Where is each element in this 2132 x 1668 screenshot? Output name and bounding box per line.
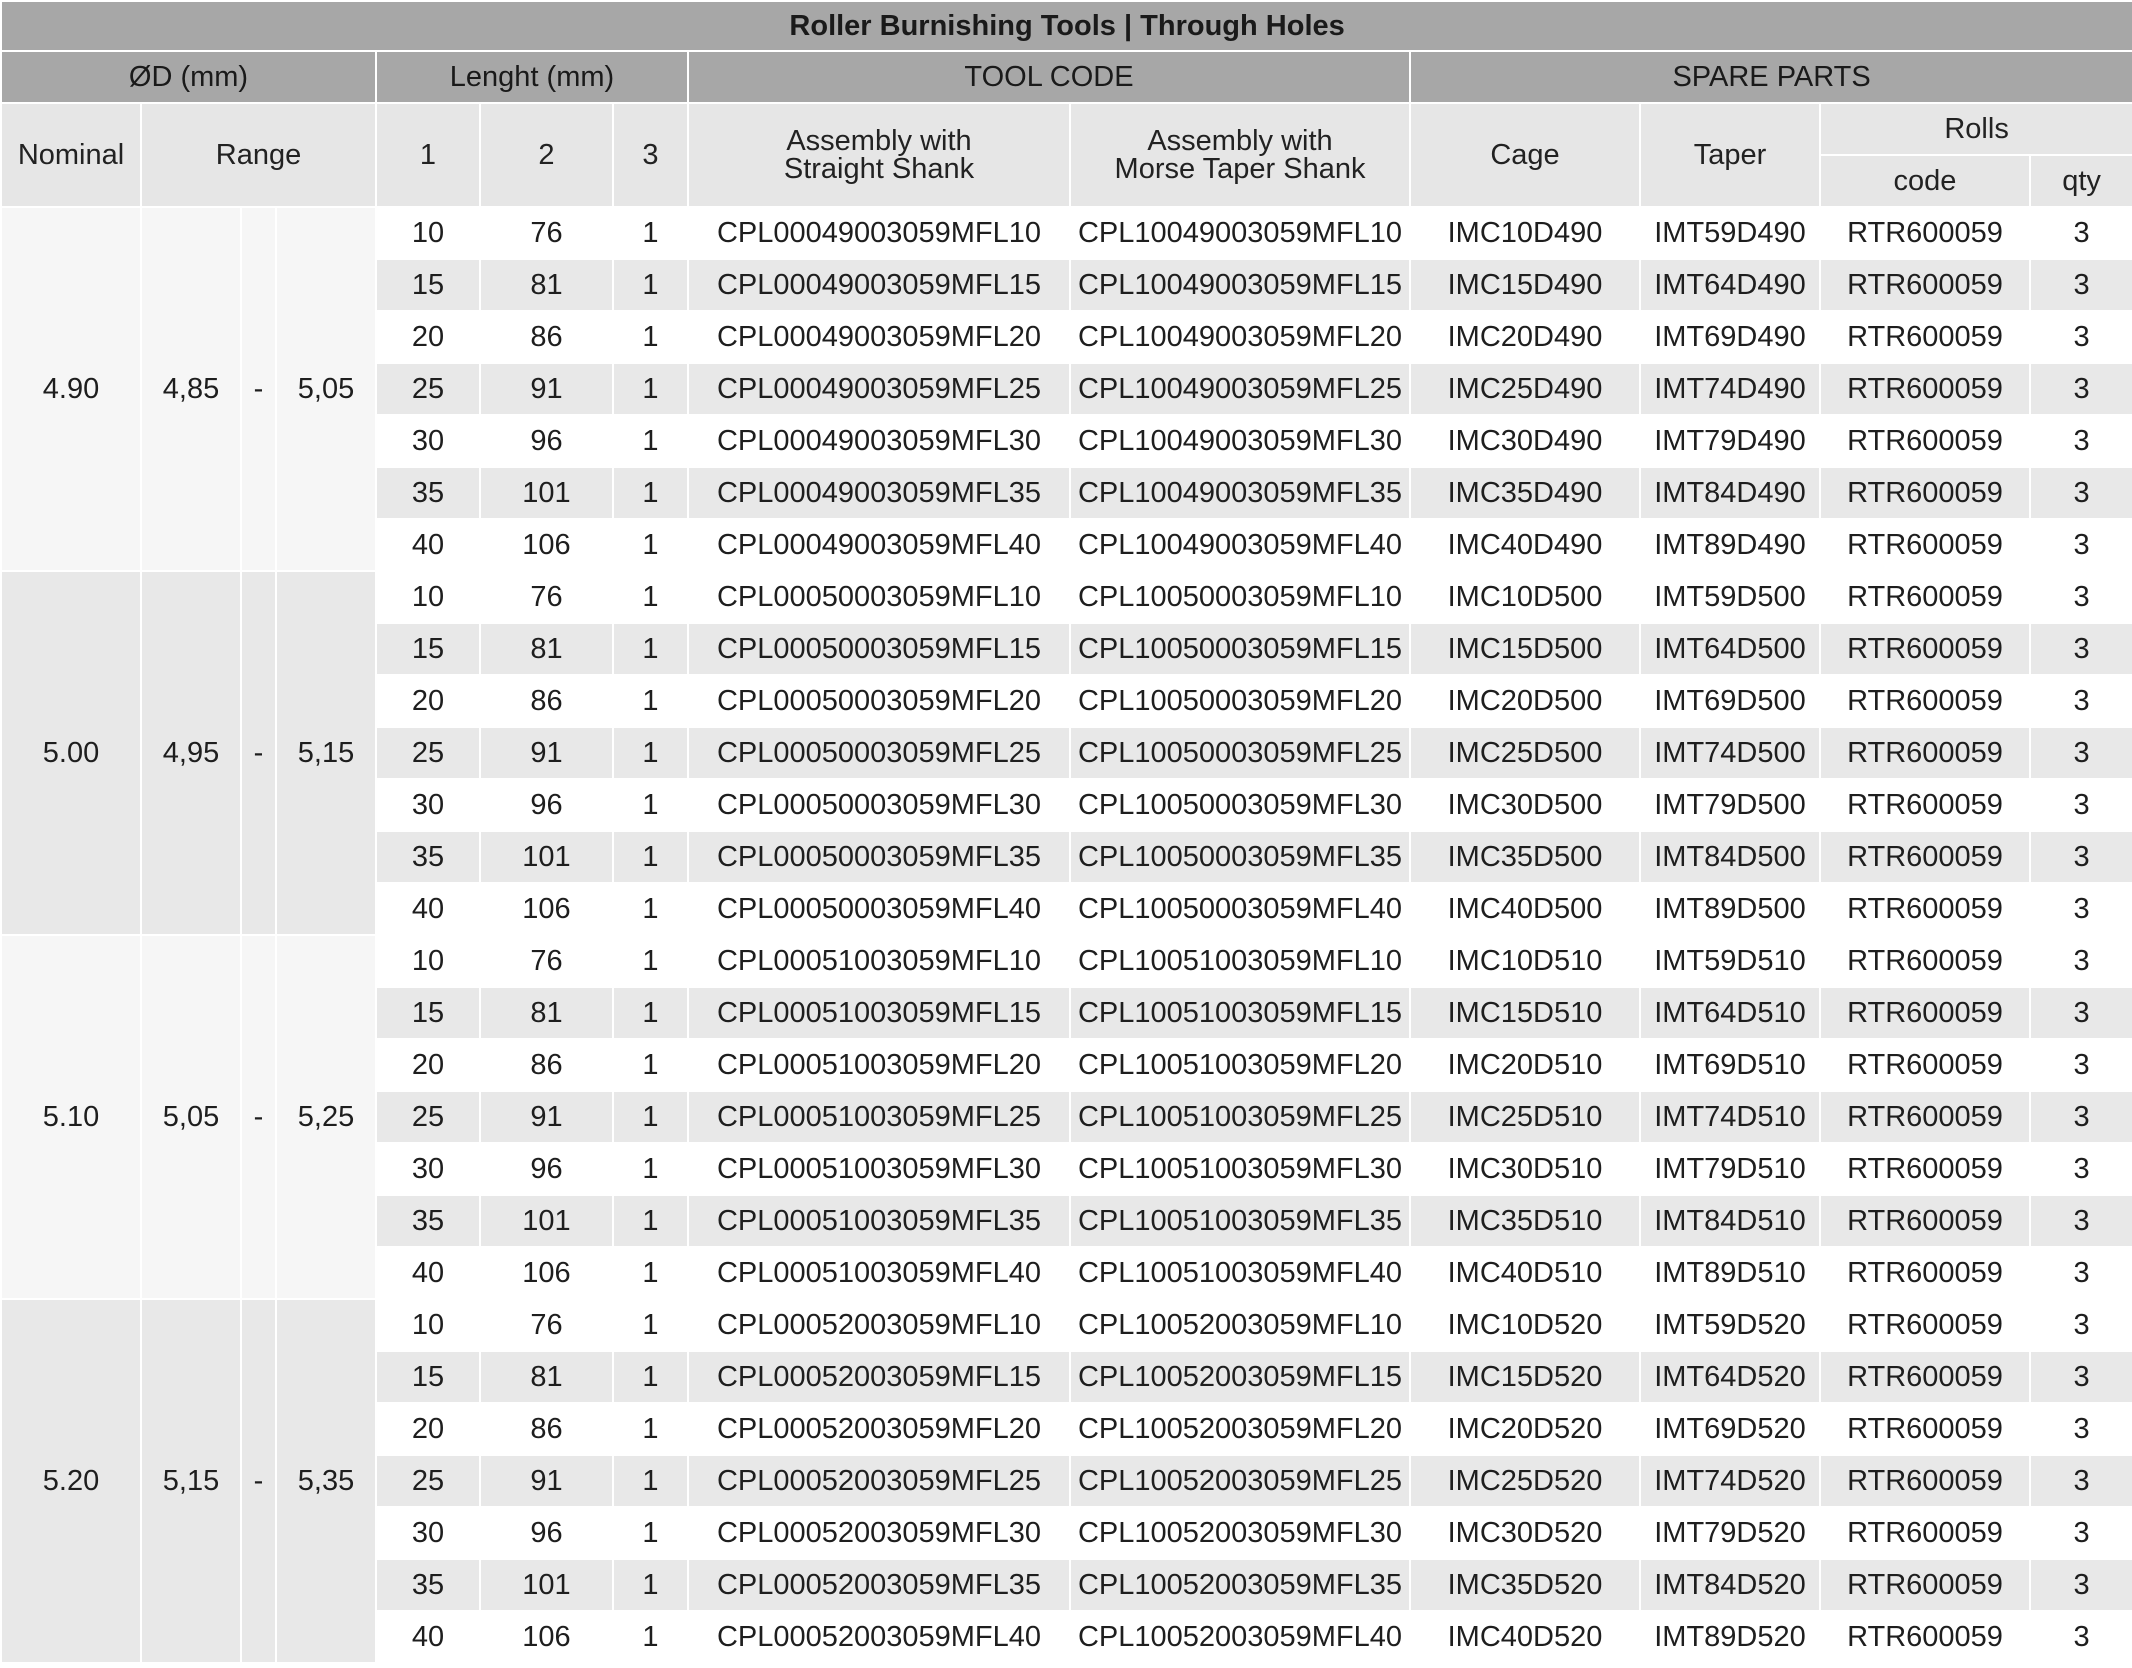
diameter-header: ØD (mm): [1, 51, 376, 103]
cage-code-cell: IMC20D520: [1410, 1403, 1640, 1455]
range-separator-cell: -: [241, 1299, 276, 1663]
cage-code-cell: IMC20D510: [1410, 1039, 1640, 1091]
cage-code-cell: IMC35D490: [1410, 467, 1640, 519]
length-3-header: 3: [613, 103, 688, 207]
taper-code-cell: IMT59D490: [1640, 207, 1820, 259]
straight-shank-header: [688, 103, 1070, 207]
straight-shank-code-cell: CPL00050003059MFL15: [688, 623, 1070, 675]
roll-qty-cell: 3: [2030, 519, 2132, 571]
roll-code-cell: RTR600059: [1820, 1143, 2030, 1195]
straight-shank-code-cell: CPL00050003059MFL25: [688, 727, 1070, 779]
morse-taper-code-cell: CPL10052003059MFL20: [1070, 1403, 1410, 1455]
length-1-cell: 35: [376, 1195, 480, 1247]
taper-code-cell: IMT89D490: [1640, 519, 1820, 571]
morse-taper-code-cell: CPL10050003059MFL35: [1070, 831, 1410, 883]
length-2-cell: 91: [480, 727, 613, 779]
taper-header: Taper: [1640, 103, 1820, 207]
straight-shank-code-cell: CPL00051003059MFL15: [688, 987, 1070, 1039]
straight-shank-code-cell: CPL00049003059MFL30: [688, 415, 1070, 467]
length-2-cell: 86: [480, 1403, 613, 1455]
cage-code-cell: IMC20D490: [1410, 311, 1640, 363]
length-2-cell: 81: [480, 987, 613, 1039]
length-2-cell: 106: [480, 883, 613, 935]
taper-code-cell: IMT89D500: [1640, 883, 1820, 935]
length-3-cell: 1: [613, 1247, 688, 1299]
straight-shank-code-cell: CPL00050003059MFL40: [688, 883, 1070, 935]
range-max-cell: 5,35: [276, 1299, 376, 1663]
straight-shank-code-cell: CPL00049003059MFL20: [688, 311, 1070, 363]
length-1-cell: 35: [376, 831, 480, 883]
taper-code-cell: IMT74D500: [1640, 727, 1820, 779]
length-2-cell: 76: [480, 571, 613, 623]
morse-taper-code-cell: CPL10050003059MFL30: [1070, 779, 1410, 831]
roll-code-cell: RTR600059: [1820, 1455, 2030, 1507]
length-1-cell: 10: [376, 1299, 480, 1351]
roll-code-cell: RTR600059: [1820, 675, 2030, 727]
roll-qty-cell: 3: [2030, 1611, 2132, 1663]
taper-code-cell: IMT59D510: [1640, 935, 1820, 987]
length-2-cell: 86: [480, 311, 613, 363]
length-2-cell: 76: [480, 935, 613, 987]
length-3-cell: 1: [613, 467, 688, 519]
straight-shank-code-cell: CPL00051003059MFL30: [688, 1143, 1070, 1195]
cage-code-cell: IMC15D520: [1410, 1351, 1640, 1403]
length-2-cell: 101: [480, 831, 613, 883]
cage-code-cell: IMC40D490: [1410, 519, 1640, 571]
rolls-code-header: code: [1820, 155, 2030, 207]
straight-shank-code-cell: CPL00052003059MFL15: [688, 1351, 1070, 1403]
table-row: [1, 571, 2132, 623]
range-max-cell: 5,25: [276, 935, 376, 1299]
range-separator-cell: -: [241, 207, 276, 571]
roll-code-cell: RTR600059: [1820, 571, 2030, 623]
cage-code-cell: IMC30D500: [1410, 779, 1640, 831]
roll-qty-cell: 3: [2030, 467, 2132, 519]
length-3-cell: 1: [613, 1091, 688, 1143]
length-2-cell: 106: [480, 519, 613, 571]
roll-qty-cell: 3: [2030, 207, 2132, 259]
morse-taper-code-cell: CPL10052003059MFL10: [1070, 1299, 1410, 1351]
taper-code-cell: IMT59D520: [1640, 1299, 1820, 1351]
table-title: Roller Burnishing Tools | Through Holes: [1, 1, 2132, 51]
cage-code-cell: IMC15D500: [1410, 623, 1640, 675]
table-row: [1, 207, 2132, 259]
length-3-cell: 1: [613, 1507, 688, 1559]
length-1-cell: 20: [376, 1403, 480, 1455]
length-1-cell: 25: [376, 727, 480, 779]
cage-code-cell: IMC35D520: [1410, 1559, 1640, 1611]
roll-qty-cell: 3: [2030, 1143, 2132, 1195]
roll-qty-cell: 3: [2030, 363, 2132, 415]
length-1-cell: 10: [376, 207, 480, 259]
taper-code-cell: IMT84D510: [1640, 1195, 1820, 1247]
length-3-cell: 1: [613, 311, 688, 363]
roll-code-cell: RTR600059: [1820, 987, 2030, 1039]
length-3-cell: 1: [613, 415, 688, 467]
roll-code-cell: RTR600059: [1820, 467, 2030, 519]
cage-code-cell: IMC35D500: [1410, 831, 1640, 883]
roll-code-cell: RTR600059: [1820, 883, 2030, 935]
morse-taper-code-cell: CPL10051003059MFL25: [1070, 1091, 1410, 1143]
roll-code-cell: RTR600059: [1820, 207, 2030, 259]
length-3-cell: 1: [613, 1299, 688, 1351]
length-1-cell: 35: [376, 467, 480, 519]
roll-code-cell: RTR600059: [1820, 1559, 2030, 1611]
straight-shank-code-cell: CPL00049003059MFL25: [688, 363, 1070, 415]
roll-qty-cell: 3: [2030, 415, 2132, 467]
roll-qty-cell: 3: [2030, 1195, 2132, 1247]
morse-taper-code-cell: CPL10050003059MFL10: [1070, 571, 1410, 623]
straight-shank-code-cell: CPL00049003059MFL40: [688, 519, 1070, 571]
range-min-cell: 4,95: [141, 571, 241, 935]
length-1-cell: 20: [376, 311, 480, 363]
roll-qty-cell: 3: [2030, 935, 2132, 987]
range-min-cell: 5,15: [141, 1299, 241, 1663]
roll-code-cell: RTR600059: [1820, 727, 2030, 779]
length-3-cell: 1: [613, 519, 688, 571]
length-1-cell: 30: [376, 779, 480, 831]
straight-shank-code-cell: CPL00052003059MFL25: [688, 1455, 1070, 1507]
length-1-header: 1: [376, 103, 480, 207]
length-3-cell: 1: [613, 1455, 688, 1507]
length-3-cell: 1: [613, 727, 688, 779]
taper-code-cell: IMT59D500: [1640, 571, 1820, 623]
nominal-header: Nominal: [1, 103, 141, 207]
length-3-cell: 1: [613, 1559, 688, 1611]
roll-qty-cell: 3: [2030, 1299, 2132, 1351]
length-1-cell: 20: [376, 1039, 480, 1091]
taper-code-cell: IMT84D520: [1640, 1559, 1820, 1611]
length-2-cell: 101: [480, 467, 613, 519]
cage-header: Cage: [1410, 103, 1640, 207]
morse-taper-header-line2: Morse Taper Shank: [1114, 153, 1366, 185]
length-1-cell: 30: [376, 1143, 480, 1195]
cage-code-cell: IMC30D510: [1410, 1143, 1640, 1195]
length-1-cell: 35: [376, 1559, 480, 1611]
length-3-cell: 1: [613, 779, 688, 831]
cage-code-cell: IMC25D520: [1410, 1455, 1640, 1507]
range-min-cell: 5,05: [141, 935, 241, 1299]
roll-code-cell: RTR600059: [1820, 1247, 2030, 1299]
straight-shank-header-line2: Straight Shank: [783, 153, 975, 185]
length-2-cell: 91: [480, 363, 613, 415]
taper-code-cell: IMT74D490: [1640, 363, 1820, 415]
roll-code-cell: RTR600059: [1820, 259, 2030, 311]
morse-taper-code-cell: CPL10051003059MFL15: [1070, 987, 1410, 1039]
roll-qty-cell: 3: [2030, 1247, 2132, 1299]
cage-code-cell: IMC35D510: [1410, 1195, 1640, 1247]
roll-qty-cell: 3: [2030, 571, 2132, 623]
morse-taper-code-cell: CPL10051003059MFL40: [1070, 1247, 1410, 1299]
roll-qty-cell: 3: [2030, 1455, 2132, 1507]
length-2-cell: 96: [480, 1507, 613, 1559]
roll-code-cell: RTR600059: [1820, 1611, 2030, 1663]
roll-qty-cell: 3: [2030, 883, 2132, 935]
length-3-cell: 1: [613, 571, 688, 623]
roll-code-cell: RTR600059: [1820, 623, 2030, 675]
morse-taper-header-line1: Assembly with: [1147, 125, 1333, 157]
roll-qty-cell: 3: [2030, 831, 2132, 883]
roll-qty-cell: 3: [2030, 311, 2132, 363]
length-2-cell: 106: [480, 1247, 613, 1299]
taper-code-cell: IMT79D500: [1640, 779, 1820, 831]
length-2-cell: 81: [480, 259, 613, 311]
range-header: Range: [141, 103, 376, 207]
morse-taper-code-cell: CPL10051003059MFL20: [1070, 1039, 1410, 1091]
cage-code-cell: IMC40D520: [1410, 1611, 1640, 1663]
length-1-cell: 10: [376, 935, 480, 987]
morse-taper-code-cell: CPL10049003059MFL35: [1070, 467, 1410, 519]
range-separator-cell: -: [241, 935, 276, 1299]
length-1-cell: 10: [376, 571, 480, 623]
straight-shank-code-cell: CPL00051003059MFL35: [688, 1195, 1070, 1247]
length-2-cell: 96: [480, 415, 613, 467]
length-3-cell: 1: [613, 1195, 688, 1247]
length-3-cell: 1: [613, 1039, 688, 1091]
length-1-cell: 15: [376, 259, 480, 311]
morse-taper-code-cell: CPL10052003059MFL40: [1070, 1611, 1410, 1663]
straight-shank-code-cell: CPL00050003059MFL30: [688, 779, 1070, 831]
straight-shank-code-cell: CPL00052003059MFL40: [688, 1611, 1070, 1663]
straight-shank-code-cell: CPL00049003059MFL15: [688, 259, 1070, 311]
table-row: [1, 935, 2132, 987]
length-1-cell: 40: [376, 1611, 480, 1663]
taper-code-cell: IMT64D520: [1640, 1351, 1820, 1403]
morse-taper-code-cell: CPL10050003059MFL40: [1070, 883, 1410, 935]
length-2-cell: 76: [480, 1299, 613, 1351]
cage-code-cell: IMC10D500: [1410, 571, 1640, 623]
cage-code-cell: IMC25D510: [1410, 1091, 1640, 1143]
roll-code-cell: RTR600059: [1820, 311, 2030, 363]
roll-code-cell: RTR600059: [1820, 1403, 2030, 1455]
length-1-cell: 40: [376, 1247, 480, 1299]
taper-code-cell: IMT84D490: [1640, 467, 1820, 519]
length-3-cell: 1: [613, 1403, 688, 1455]
length-1-cell: 20: [376, 675, 480, 727]
morse-taper-code-cell: CPL10049003059MFL30: [1070, 415, 1410, 467]
length-1-cell: 25: [376, 1091, 480, 1143]
cage-code-cell: IMC10D510: [1410, 935, 1640, 987]
cage-code-cell: IMC15D490: [1410, 259, 1640, 311]
table-row: [1, 1299, 2132, 1351]
nominal-cell: 4.90: [1, 207, 141, 571]
length-2-cell: 101: [480, 1559, 613, 1611]
length-1-cell: 30: [376, 1507, 480, 1559]
morse-taper-code-cell: CPL10052003059MFL25: [1070, 1455, 1410, 1507]
length-2-cell: 91: [480, 1455, 613, 1507]
length-2-cell: 76: [480, 207, 613, 259]
rolls-header: Rolls: [1820, 103, 2132, 155]
straight-shank-code-cell: CPL00052003059MFL10: [688, 1299, 1070, 1351]
length-2-cell: 86: [480, 1039, 613, 1091]
roll-code-cell: RTR600059: [1820, 1091, 2030, 1143]
length-3-cell: 1: [613, 675, 688, 727]
straight-shank-code-cell: CPL00050003059MFL20: [688, 675, 1070, 727]
morse-taper-code-cell: CPL10051003059MFL30: [1070, 1143, 1410, 1195]
length-1-cell: 25: [376, 1455, 480, 1507]
straight-shank-code-cell: CPL00051003059MFL25: [688, 1091, 1070, 1143]
roll-qty-cell: 3: [2030, 675, 2132, 727]
range-separator-cell: -: [241, 571, 276, 935]
straight-shank-code-cell: CPL00050003059MFL10: [688, 571, 1070, 623]
length-3-cell: 1: [613, 623, 688, 675]
roll-code-cell: RTR600059: [1820, 1039, 2030, 1091]
range-max-cell: 5,05: [276, 207, 376, 571]
taper-code-cell: IMT69D510: [1640, 1039, 1820, 1091]
morse-taper-code-cell: CPL10050003059MFL20: [1070, 675, 1410, 727]
straight-shank-code-cell: CPL00052003059MFL20: [688, 1403, 1070, 1455]
morse-taper-code-cell: CPL10051003059MFL10: [1070, 935, 1410, 987]
morse-taper-code-cell: CPL10052003059MFL30: [1070, 1507, 1410, 1559]
rolls-qty-header: qty: [2030, 155, 2132, 207]
roll-qty-cell: 3: [2030, 727, 2132, 779]
morse-taper-code-cell: CPL10052003059MFL35: [1070, 1559, 1410, 1611]
morse-taper-code-cell: CPL10052003059MFL15: [1070, 1351, 1410, 1403]
range-min-cell: 4,85: [141, 207, 241, 571]
length-2-cell: 101: [480, 1195, 613, 1247]
cage-code-cell: IMC40D510: [1410, 1247, 1640, 1299]
roll-code-cell: RTR600059: [1820, 1351, 2030, 1403]
cage-code-cell: IMC20D500: [1410, 675, 1640, 727]
roll-qty-cell: 3: [2030, 987, 2132, 1039]
straight-shank-code-cell: CPL00051003059MFL10: [688, 935, 1070, 987]
roll-qty-cell: 3: [2030, 1351, 2132, 1403]
roll-qty-cell: 3: [2030, 1403, 2132, 1455]
morse-taper-header: [1070, 103, 1410, 207]
roll-code-cell: RTR600059: [1820, 1195, 2030, 1247]
straight-shank-code-cell: CPL00051003059MFL40: [688, 1247, 1070, 1299]
cage-code-cell: IMC30D520: [1410, 1507, 1640, 1559]
table-body: [1, 207, 2132, 1663]
roll-qty-cell: 3: [2030, 259, 2132, 311]
morse-taper-code-cell: CPL10049003059MFL10: [1070, 207, 1410, 259]
morse-taper-code-cell: CPL10050003059MFL25: [1070, 727, 1410, 779]
length-3-cell: 1: [613, 1351, 688, 1403]
cage-code-cell: IMC40D500: [1410, 883, 1640, 935]
morse-taper-code-cell: CPL10051003059MFL35: [1070, 1195, 1410, 1247]
taper-code-cell: IMT79D490: [1640, 415, 1820, 467]
tool-code-header: TOOL CODE: [688, 51, 1410, 103]
length-2-cell: 106: [480, 1611, 613, 1663]
length-3-cell: 1: [613, 363, 688, 415]
taper-code-cell: IMT89D510: [1640, 1247, 1820, 1299]
taper-code-cell: IMT64D490: [1640, 259, 1820, 311]
taper-code-cell: IMT69D520: [1640, 1403, 1820, 1455]
length-3-cell: 1: [613, 987, 688, 1039]
spare-parts-header: SPARE PARTS: [1410, 51, 2132, 103]
straight-shank-code-cell: CPL00052003059MFL35: [688, 1559, 1070, 1611]
length-3-cell: 1: [613, 935, 688, 987]
straight-shank-code-cell: CPL00052003059MFL30: [688, 1507, 1070, 1559]
length-2-header: 2: [480, 103, 613, 207]
range-max-cell: 5,15: [276, 571, 376, 935]
roll-qty-cell: 3: [2030, 1039, 2132, 1091]
morse-taper-code-cell: CPL10049003059MFL15: [1070, 259, 1410, 311]
length-2-cell: 96: [480, 779, 613, 831]
cage-code-cell: IMC25D490: [1410, 363, 1640, 415]
cage-code-cell: IMC30D490: [1410, 415, 1640, 467]
roll-code-cell: RTR600059: [1820, 1507, 2030, 1559]
length-1-cell: 40: [376, 883, 480, 935]
roll-qty-cell: 3: [2030, 1559, 2132, 1611]
length-3-cell: 1: [613, 259, 688, 311]
taper-code-cell: IMT64D510: [1640, 987, 1820, 1039]
length-2-cell: 81: [480, 623, 613, 675]
nominal-cell: 5.10: [1, 935, 141, 1299]
roll-code-cell: RTR600059: [1820, 935, 2030, 987]
length-2-cell: 91: [480, 1091, 613, 1143]
length-1-cell: 15: [376, 623, 480, 675]
taper-code-cell: IMT74D510: [1640, 1091, 1820, 1143]
length-1-cell: 25: [376, 363, 480, 415]
length-2-cell: 81: [480, 1351, 613, 1403]
length-1-cell: 15: [376, 987, 480, 1039]
roll-code-cell: RTR600059: [1820, 363, 2030, 415]
length-1-cell: 40: [376, 519, 480, 571]
taper-code-cell: IMT79D520: [1640, 1507, 1820, 1559]
length-3-cell: 1: [613, 1143, 688, 1195]
morse-taper-code-cell: CPL10049003059MFL40: [1070, 519, 1410, 571]
roll-qty-cell: 3: [2030, 779, 2132, 831]
taper-code-cell: IMT69D490: [1640, 311, 1820, 363]
roll-code-cell: RTR600059: [1820, 415, 2030, 467]
morse-taper-code-cell: CPL10049003059MFL25: [1070, 363, 1410, 415]
length-3-cell: 1: [613, 831, 688, 883]
roll-qty-cell: 3: [2030, 1507, 2132, 1559]
roll-code-cell: RTR600059: [1820, 779, 2030, 831]
length-header: Lenght (mm): [376, 51, 688, 103]
straight-shank-code-cell: CPL00049003059MFL35: [688, 467, 1070, 519]
length-1-cell: 15: [376, 1351, 480, 1403]
straight-shank-code-cell: CPL00049003059MFL10: [688, 207, 1070, 259]
taper-code-cell: IMT79D510: [1640, 1143, 1820, 1195]
nominal-cell: 5.20: [1, 1299, 141, 1663]
roll-code-cell: RTR600059: [1820, 1299, 2030, 1351]
length-1-cell: 30: [376, 415, 480, 467]
length-3-cell: 1: [613, 207, 688, 259]
taper-code-cell: IMT74D520: [1640, 1455, 1820, 1507]
roll-code-cell: RTR600059: [1820, 831, 2030, 883]
length-3-cell: 1: [613, 1611, 688, 1663]
morse-taper-code-cell: CPL10049003059MFL20: [1070, 311, 1410, 363]
taper-code-cell: IMT84D500: [1640, 831, 1820, 883]
straight-shank-header-line1: Assembly with: [786, 125, 972, 157]
roll-qty-cell: 3: [2030, 623, 2132, 675]
cage-code-cell: IMC25D500: [1410, 727, 1640, 779]
length-2-cell: 96: [480, 1143, 613, 1195]
straight-shank-code-cell: CPL00051003059MFL20: [688, 1039, 1070, 1091]
cage-code-cell: IMC10D490: [1410, 207, 1640, 259]
taper-code-cell: IMT69D500: [1640, 675, 1820, 727]
roll-code-cell: RTR600059: [1820, 519, 2030, 571]
morse-taper-code-cell: CPL10050003059MFL15: [1070, 623, 1410, 675]
straight-shank-code-cell: CPL00050003059MFL35: [688, 831, 1070, 883]
length-2-cell: 86: [480, 675, 613, 727]
taper-code-cell: IMT64D500: [1640, 623, 1820, 675]
roll-qty-cell: 3: [2030, 1091, 2132, 1143]
nominal-cell: 5.00: [1, 571, 141, 935]
length-3-cell: 1: [613, 883, 688, 935]
cage-code-cell: IMC15D510: [1410, 987, 1640, 1039]
cage-code-cell: IMC10D520: [1410, 1299, 1640, 1351]
taper-code-cell: IMT89D520: [1640, 1611, 1820, 1663]
